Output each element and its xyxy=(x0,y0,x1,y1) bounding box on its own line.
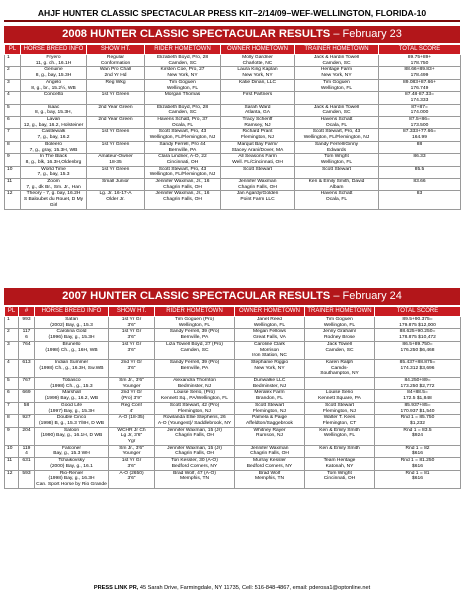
table-cell: 1st Yr Gr 3'6" xyxy=(109,341,155,359)
footer-company: PRESS LINK PR, xyxy=(93,585,139,591)
table-cell: Brad Wolf, 47 (A-O) Memphis, TN xyxy=(155,470,235,488)
table-cell: Havens Schatt Ocala, FL xyxy=(295,117,379,129)
table-cell: 4 xyxy=(5,92,21,104)
table-cell: 89.083+87.66+ 176.749 xyxy=(379,79,461,91)
column-header: HORSE BREED INFO xyxy=(35,307,109,317)
table-cell: 86.33 xyxy=(379,154,461,166)
column-header: OWNER HOMETOWN xyxy=(221,45,295,55)
table-cell: Wan Pro Chall 2nd Yr Hd xyxy=(87,67,145,79)
table-cell: A-O (18-35) xyxy=(109,415,155,427)
column-header: RIDER HOMETOWN xyxy=(145,45,221,55)
table-cell: Megan Fellows Great Falls, VA xyxy=(235,329,305,341)
table-cell: Kirsten Coe, Pro, 27 New York, NY xyxy=(145,67,221,79)
results-2007-header-row xyxy=(5,307,461,317)
table-cell: Scott Stewart Flemington, NJ xyxy=(305,402,375,414)
table-cell: Meralex Farm Brandon, FL xyxy=(235,390,305,402)
table-cell: Marquit Bay Farm/ Stacey Arani/Dover, MA xyxy=(221,141,295,153)
table-row xyxy=(5,92,461,104)
column-header: HORSE BREED INFO xyxy=(21,45,87,55)
horse-cell: Double Cinco (1998) B, g., 15.3 7/8H, D WB xyxy=(35,415,109,427)
table-cell: 87.5+86= 173.500 xyxy=(379,117,461,129)
results-2007-date: – February 24 xyxy=(333,290,402,302)
table-cell: Laura King Kaplan New York, NY xyxy=(221,67,295,79)
table-cell: 89.5+90.375= 179.875 $12,000 xyxy=(375,317,461,329)
table-cell: Ken & Emily Smith xyxy=(305,445,375,457)
table-cell: 1st Yr Green xyxy=(87,141,145,153)
table-cell: 204 xyxy=(19,427,35,445)
table-row xyxy=(5,470,461,488)
footer-address: 45 Sarah Drive, Farmingdale, NY 11735, Cell: 516-848-4867, email: pderosa1@optonline.net xyxy=(138,585,371,591)
table-cell: 85.937+85= 170.937 $1,540 xyxy=(375,402,461,414)
table-cell: 2nd Year Green xyxy=(87,104,145,116)
table-row xyxy=(5,129,461,141)
table-cell: Jennifer Waxman Chagrin Falls, OH xyxy=(221,179,295,191)
results-2008-banner xyxy=(4,26,460,43)
table-cell: Louise Serio Kennett Square, PA xyxy=(305,390,375,402)
table-cell: Rnd 1 = 81.250 $616 xyxy=(375,458,461,470)
table-cell: 87+87= 174.000 xyxy=(379,104,461,116)
table-cell: Stephanie Riggio New York, NY xyxy=(235,359,305,377)
table-cell: 1st Yr Green xyxy=(87,166,145,178)
table-cell: Tim Goguen (Pro) Wellington, FL xyxy=(155,317,235,329)
table-cell: 927 xyxy=(19,415,35,427)
table-row xyxy=(5,154,461,166)
horse-cell: Theory - 7, g. bay, 16.2H S Baloubet du Rouet, D My Girl xyxy=(21,191,87,209)
table-cell: Brad Wolf Memphis, TN xyxy=(235,470,305,488)
table-row xyxy=(5,402,461,414)
table-cell: Richard Prant Flemington, NJ xyxy=(221,129,295,141)
table-cell: 767 xyxy=(19,378,35,390)
table-cell: Alexandra Thornton Bedminster, NJ xyxy=(155,378,235,390)
table-row xyxy=(5,104,461,116)
table-cell: 993 xyxy=(19,317,35,329)
table-cell: 117 6 xyxy=(19,329,35,341)
table-cell: Tori Kessler, 30 (A-O) Bedford Corners, NY xyxy=(155,458,235,470)
table-cell: 2 xyxy=(5,67,21,79)
table-cell: Jennifer Waxman, 15 (Jr) Chagrin Falls, OH xyxy=(155,445,235,457)
table-row xyxy=(5,141,461,153)
table-cell: Rnd 1 = 85.750 $1,232 xyxy=(375,415,461,427)
horse-cell: Safari (2002) Bay, g., 15.3 xyxy=(35,317,109,329)
table-cell: Jennifer Waxman Chagrin Falls, OH xyxy=(235,445,305,457)
table-cell: 10 xyxy=(5,445,19,457)
table-row xyxy=(5,359,461,377)
horse-cell: Isaac 8, g., bay, 15.3H, xyxy=(21,104,87,116)
table-cell: 2nd Yr Gr 3'6" xyxy=(109,359,155,377)
table-cell: 2 xyxy=(5,329,19,341)
table-cell: A-O (2650) 3'6" xyxy=(109,470,155,488)
horse-cell: Indian Summer (1998) Ch., g., 16.3H, Sw.WB xyxy=(35,359,109,377)
table-cell: 8 xyxy=(5,141,21,153)
table-cell: 12 xyxy=(5,191,21,209)
table-cell: Scott Stewart Flemington, NJ xyxy=(235,402,305,414)
table-row xyxy=(5,79,461,91)
column-header: TOTAL SCORE xyxy=(379,45,461,55)
table-cell: Elizabeth Boyd, Pro, 28 Camden, SC xyxy=(145,55,221,67)
table-cell: Jan Agardy/Golden Point Farm LLC xyxy=(221,191,295,209)
table-cell: 58 xyxy=(19,402,35,414)
table-cell: Tim Goguen Wellington, FL xyxy=(295,79,379,91)
table-cell: Jenny Graham/ Rodney Brose xyxy=(305,329,375,341)
table-cell: Janet Reed Wellington, FL xyxy=(235,317,305,329)
horse-cell: In The Black 8, g., blk, 16.3H,Oldenbrg xyxy=(21,154,87,166)
column-header: SHOW HT. xyxy=(87,45,145,55)
table-cell: 88.625+90.250= 178.875 $10,472 xyxy=(375,329,461,341)
column-header: TOTAL SCORE xyxy=(375,307,461,317)
results-2007-title: 2007 HUNTER CLASSIC SPECTACULAR RESULTS xyxy=(62,290,331,302)
table-cell: Morgan Thomas xyxy=(145,92,221,104)
table-cell: Tom Wright Cincinnati, OH xyxy=(305,470,375,488)
table-cell: Team Heritage Katonah, NY xyxy=(305,458,375,470)
horse-cell: Boleero 7, g., gray, 15.3H, WB xyxy=(21,141,87,153)
table-cell: Havens Schatt, Pro, 37 Ocala, FL xyxy=(145,117,221,129)
table-row xyxy=(5,191,461,209)
horse-cell: World Time 7, g., bay, 15.3 xyxy=(21,166,87,178)
table-cell: 2nd Yr Gr (Pro) 3'9" xyxy=(109,390,155,402)
table-cell: 119 4 xyxy=(19,445,35,457)
table-cell: First Partners xyxy=(221,92,295,104)
table-cell: Rowlanda Ellie Stephens, 26 A-O (Youngest)/ Saddlebrook, NY xyxy=(155,415,235,427)
horse-cell: Marshall (1999) Bay, g., 16.2, WB xyxy=(35,390,109,402)
table-cell: Scott Stewart, 42 (Pro) Flemington, NJ xyxy=(155,402,235,414)
table-cell: 1st Yr Gr 3'6" xyxy=(109,458,155,470)
table-cell: Sandy Ferrell, 39 (Pro) Bernville, PA xyxy=(155,359,235,377)
table-cell: Scott Stewart, Pro, 43 Wellington, FL/Flemington, NJ xyxy=(295,129,379,141)
table-cell: Rnd 1 = 82 $616 xyxy=(375,445,461,457)
results-2008-title: 2008 HUNTER CLASSIC SPECTACULAR RESULTS xyxy=(62,28,331,40)
table-cell: Sarah Ward Atlanta, GA xyxy=(221,104,295,116)
table-cell: 669 xyxy=(19,390,35,402)
table-cell: Havens Schatt Ocala, FL xyxy=(295,191,379,209)
table-cell: Sm Jr., 3'6" Younger xyxy=(109,445,155,457)
table-cell: 1 xyxy=(5,55,21,67)
table-cell: Whitney Rayer Rumson, NJ xyxy=(235,427,305,445)
table-cell: 84.250+89= 173.250 $2,772 xyxy=(375,378,461,390)
table-row xyxy=(5,427,461,445)
table-cell: 89.75+89+ 178.750 xyxy=(379,55,461,67)
column-header: PL xyxy=(5,45,21,55)
table-cell: WCHR Jr Ch Lg Jr, 3'6" Ygr xyxy=(109,427,155,445)
table-cell: 764 xyxy=(19,341,35,359)
horse-cell: Tobasco (1998) Ch., g., 15.3 xyxy=(35,378,109,390)
table-cell: Molly Gardner Charlotte, NC xyxy=(221,55,295,67)
table-row xyxy=(5,458,461,470)
table-cell: 87.48·87.33= 174.333 xyxy=(379,92,461,104)
table-cell: 5 xyxy=(5,378,19,390)
table-cell: Tracy Scheriff Ramsey, NJ xyxy=(221,117,295,129)
horse-cell: Tchaikovsky (2000) Bay, g., 16.1 xyxy=(35,458,109,470)
table-cell: Tim Goguen Wellington, FL xyxy=(305,317,375,329)
column-header: SHOW HT. xyxy=(109,307,155,317)
table-cell: Rnd 1 = 83.5 $924 xyxy=(375,427,461,445)
table-cell: 7 xyxy=(5,402,19,414)
table-cell: Reg Conf 4' xyxy=(109,402,155,414)
table-cell: Small Junior xyxy=(87,179,145,191)
table-row xyxy=(5,378,461,390)
table-cell: Karen Ralph Camds- Southampton, NY xyxy=(305,359,375,377)
horse-cell: Carolina Gold (1996) Bay, g., 15.3H xyxy=(35,329,109,341)
table-cell: Sandy Ferrell, 39 (Pro) Bernville, PA xyxy=(155,329,235,341)
table-cell: 1st Yr Gr 3'6" xyxy=(109,317,155,329)
title-rule xyxy=(4,20,460,22)
table-row xyxy=(5,117,461,129)
table-row xyxy=(5,67,461,79)
table-row xyxy=(5,317,461,329)
table-row xyxy=(5,55,461,67)
results-2008-date: – February 23 xyxy=(333,28,402,40)
table-cell: 3 xyxy=(5,341,19,359)
table-cell: 85.5 xyxy=(379,166,461,178)
table-cell: Reg Wkg xyxy=(87,79,145,91)
table-cell: 10 xyxy=(5,166,21,178)
horse-cell: Angelo 8, g., br., 15.2½, WB xyxy=(21,79,87,91)
table-cell: Walter T. Kees Flemington, CT xyxy=(305,415,375,427)
table-cell: 84+88.5= 172.5 $1,848 xyxy=(375,390,461,402)
horse-cell: Lavari 12, g., bay, 16.2, Holsteiner xyxy=(21,117,87,129)
table-cell: Caroline Clark Morrison Iron Station, NC xyxy=(235,341,305,359)
table-cell: 83.66 xyxy=(379,179,461,191)
table-cell: 1 xyxy=(5,317,19,329)
table-row xyxy=(5,166,461,178)
table-cell: 83 xyxy=(379,191,461,209)
table-cell: 631 xyxy=(19,458,35,470)
table-cell: Jennifer Waxman, Jr., 16 Chagrin Falls, OH xyxy=(145,191,221,209)
results-2008-table xyxy=(4,44,461,210)
table-cell: 11 xyxy=(5,458,19,470)
table-cell: Clara Lindner, A-O, 22 Cincinnati, OH xyxy=(145,154,221,166)
table-cell: 1st Yr Green xyxy=(87,92,145,104)
table-row xyxy=(5,179,461,191)
table-cell: Ken & Emily Smith, David Albam xyxy=(295,179,379,191)
horse-cell: Zoom 7, g., dk Br., Sm. Jr., Han xyxy=(21,179,87,191)
table-cell: Louise Serio, (Pro) Kennett Sq., PA/Wellington, FL xyxy=(155,390,235,402)
horse-cell: Fryero 11, g. ch., 16.1H xyxy=(21,55,87,67)
horse-cell: Good Life (1997) Bay, g., 15.3H xyxy=(35,402,109,414)
table-cell: Rnd 1 = 81 $616 xyxy=(375,470,461,488)
horse-cell: Saloon (1990) Bay, g., 16.1H, D WB xyxy=(35,427,109,445)
table-cell: Tom Wright Wellington, FL xyxy=(295,154,379,166)
table-cell: 86.5+89.750= 176.250 $6,468 xyxy=(375,341,461,359)
table-cell: Scott Stewart, Pro, 43 Wellington, FL/Flemington, NJ xyxy=(145,166,221,178)
table-cell xyxy=(295,92,379,104)
table-cell: 85.437+88.875= 174.312 $3,696 xyxy=(375,359,461,377)
table-cell: Sm Jr., 3'6" Younger xyxy=(109,378,155,390)
table-cell: 5 xyxy=(5,104,21,116)
table-cell: All Seasons Farm Well. FL/Cincinnati, OH xyxy=(221,154,295,166)
column-header: TRAINER HOMETOWN xyxy=(305,307,375,317)
table-cell: Sandy Ferrell/Ginny Edwards xyxy=(295,141,379,153)
table-cell: Jack & Hardin Towell Camden, SC xyxy=(295,55,379,67)
table-cell: 613 xyxy=(19,359,35,377)
table-cell: Jennifer Waxman, 15 (Jr) Chagrin Falls, OH xyxy=(155,427,235,445)
table-row xyxy=(5,445,461,457)
column-header: PL xyxy=(5,307,19,317)
table-cell: Scott Stewart, Pro, 43 Wellington, FL/Flemington, NJ xyxy=(145,129,221,141)
results-2007-table xyxy=(4,306,461,489)
table-cell: Elizabeth Boyd, Pro, 28 Camden, SC xyxy=(145,104,221,116)
table-cell xyxy=(305,378,375,390)
table-cell: Murray Kessler Bedford Corners, NY xyxy=(235,458,305,470)
table-cell: 6 xyxy=(5,117,21,129)
table-cell: Heritage Farm New York, NY xyxy=(295,67,379,79)
horse-cell: Castlewalk 7, g., bay, 16.2 xyxy=(21,129,87,141)
table-cell: 3 xyxy=(5,79,21,91)
table-cell: 1st Yr Green xyxy=(87,129,145,141)
table-cell: Jack & Hardin Towell Camden, SC xyxy=(295,104,379,116)
horse-cell: Brunello (1998) Ch., g., 16H, WB xyxy=(35,341,109,359)
table-cell: 9 xyxy=(5,427,19,445)
table-cell: 88 xyxy=(379,141,461,153)
column-header: OWNER HOMETOWN xyxy=(235,307,305,317)
table-cell: 9 xyxy=(5,154,21,166)
horse-cell: Rio-Renier (1998) Bay, g., 16.3H Can. Sport Horse by Rio Grande xyxy=(36,470,107,487)
footer-contact xyxy=(0,585,464,591)
table-cell: 6 xyxy=(5,390,19,402)
table-cell: Tim Goguen Wellington, FL xyxy=(145,79,221,91)
horse-cell: Falconer Bay, g., 15.3 WH xyxy=(35,445,109,457)
table-cell: Sandy Ferrell, Pro 44 Bernville, PA xyxy=(145,141,221,153)
table-cell: Ken & Emily Smith Wellington, FL xyxy=(305,427,375,445)
table-cell: Jack Towell Camden, SC xyxy=(305,341,375,359)
column-header: TRAINER HOMETOWN xyxy=(295,45,379,55)
table-cell: Lg. Jr. 16-17-A Older Jr. xyxy=(87,191,145,209)
table-row xyxy=(5,390,461,402)
table-cell: 8 xyxy=(5,415,19,427)
table-cell: Jennifer Waxman, Jr., 16 Chagrin Falls, OH xyxy=(145,179,221,191)
column-header: RIDER HOMETOWN xyxy=(155,307,235,317)
page-title: AHJF HUNTER CLASSIC SPECTACULAR PRESS KIT–2/14/09–WEF-WELLINGTON, FLORIDA-10 xyxy=(37,8,427,18)
table-cell: 1st Yr Gr 3'6" xyxy=(109,329,155,341)
table-cell: Pamela & Paige Affeldton/Saggebrook xyxy=(235,415,305,427)
table-cell: 12 xyxy=(5,470,19,488)
table-cell: Regular Conformation xyxy=(87,55,145,67)
table-cell: Liza Towell Boyd, 27 (Pro) Camden, SC xyxy=(155,341,235,359)
table-row xyxy=(5,341,461,359)
table-cell: 4 xyxy=(5,359,19,377)
table-cell: 87.333+77.66= 164.99 xyxy=(379,129,461,141)
table-cell: Dunwalke LLC Bedminster, NJ xyxy=(235,378,305,390)
horse-cell: Concetto xyxy=(21,92,87,104)
results-2008-header-row xyxy=(5,45,461,55)
horse-cell: Genuine 8, g., bay, 15.3H xyxy=(21,67,87,79)
table-row xyxy=(5,415,461,427)
table-cell: Katie Dinan, LLC xyxy=(221,79,295,91)
table-cell: 7 xyxy=(5,129,21,141)
table-cell: 2nd Year Green xyxy=(87,117,145,129)
table-cell: Amateur-Owner 18-35 xyxy=(87,154,145,166)
results-2007-banner xyxy=(4,288,460,305)
table-cell: 593 xyxy=(19,470,35,488)
table-cell: Scott Stewart xyxy=(295,166,379,178)
column-header: # xyxy=(19,307,35,317)
table-cell: 11 xyxy=(5,179,21,191)
table-row xyxy=(5,329,461,341)
table-cell: Scott Stewart xyxy=(221,166,295,178)
table-cell: 88.66+89.83+ 178.499 xyxy=(379,67,461,79)
